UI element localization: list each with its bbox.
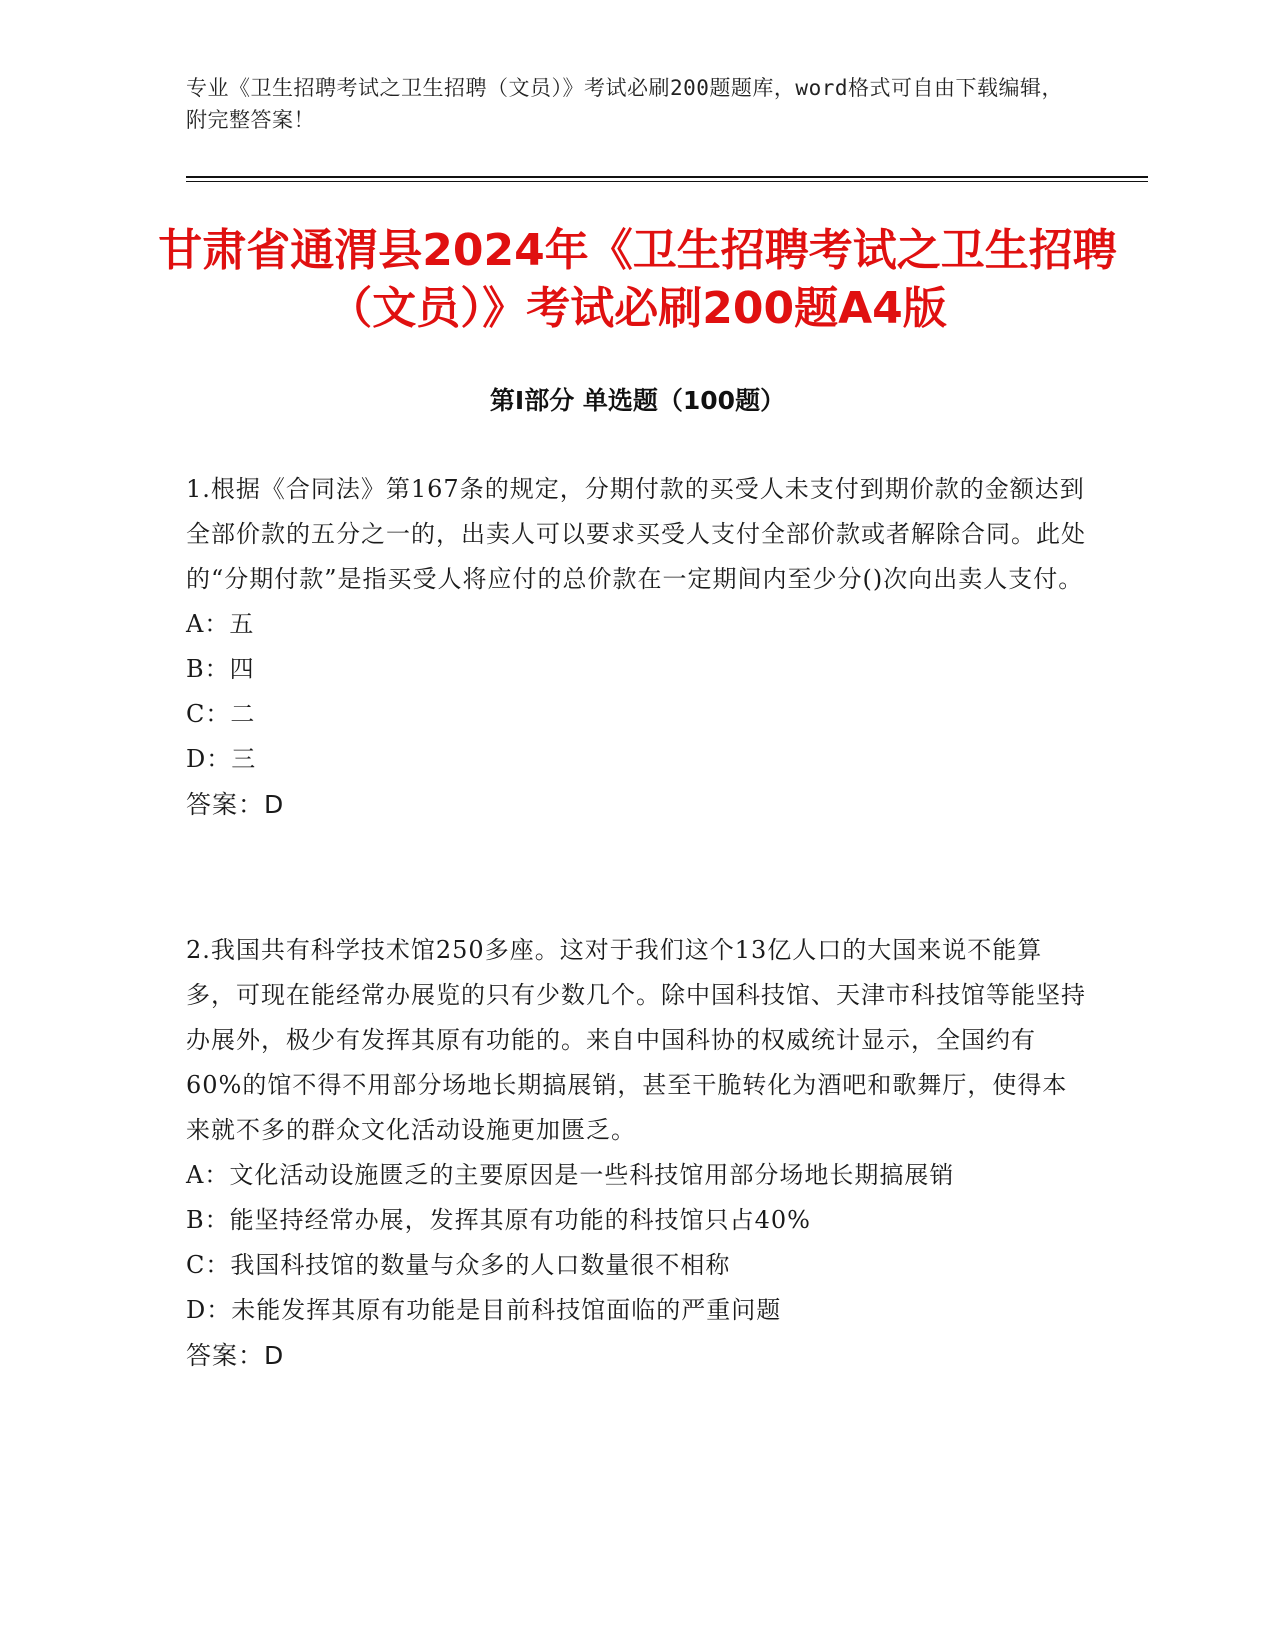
option-a: A：五	[186, 610, 255, 638]
header-note: 专业《卫生招聘考试之卫生招聘（文员）》考试必刷200题题库，word格式可自由下载编辑，附完整答案！	[186, 76, 1063, 132]
option-b: B：四	[186, 655, 255, 683]
option-c: C：我国科技馆的数量与众多的人口数量很不相称	[186, 1251, 731, 1279]
document-title: 甘肃省通渭县2024年《卫生招聘考试之卫生招聘（文员）》考试必刷200题A4版	[158, 225, 1117, 334]
option-c: C：二	[186, 700, 256, 728]
header-divider-thin	[186, 181, 1148, 182]
option-d: D：三	[186, 745, 257, 773]
question-2	[186, 928, 1086, 1378]
section-title: 第Ⅰ部分 单选题（100题）	[489, 386, 786, 415]
answer: 答案：D	[186, 790, 285, 819]
option-d: D：未能发挥其原有功能是目前科技馆面临的严重问题	[186, 1296, 782, 1324]
option-b: B：能坚持经常办展，发挥其原有功能的科技馆只占40%	[186, 1206, 811, 1234]
answer: 答案：D	[186, 1341, 285, 1370]
header-divider-thick	[186, 176, 1148, 178]
question-stem: 2.我国共有科学技术馆250多座。这对于我们这个13亿人口的大国来说不能算多，可现在能经常办展览的只有少数几个。除中国科技馆、天津市科技馆等能坚持办展外，极少有发挥其原有功能的。来自中国科协的权威统计显示，全国约有60%的馆不得不用部分场地长期搞展销，甚至干脆转化为酒吧和歌舞厅，使得本来就不多的群众文化活动设施更加匮乏。	[186, 936, 1086, 1144]
question-1	[186, 467, 1086, 827]
option-a: A：文化活动设施匮乏的主要原因是一些科技馆用部分场地长期搞展销	[186, 1161, 955, 1189]
question-stem: 1.根据《合同法》第167条的规定，分期付款的买受人未支付到期价款的金额达到全部价款的五分之一的，出卖人可以要求买受人支付全部价款或者解除合同。此处的“分期付款”是指买受人将应付的总价款在一定期间内至少分()次向出卖人支付。	[186, 475, 1086, 593]
